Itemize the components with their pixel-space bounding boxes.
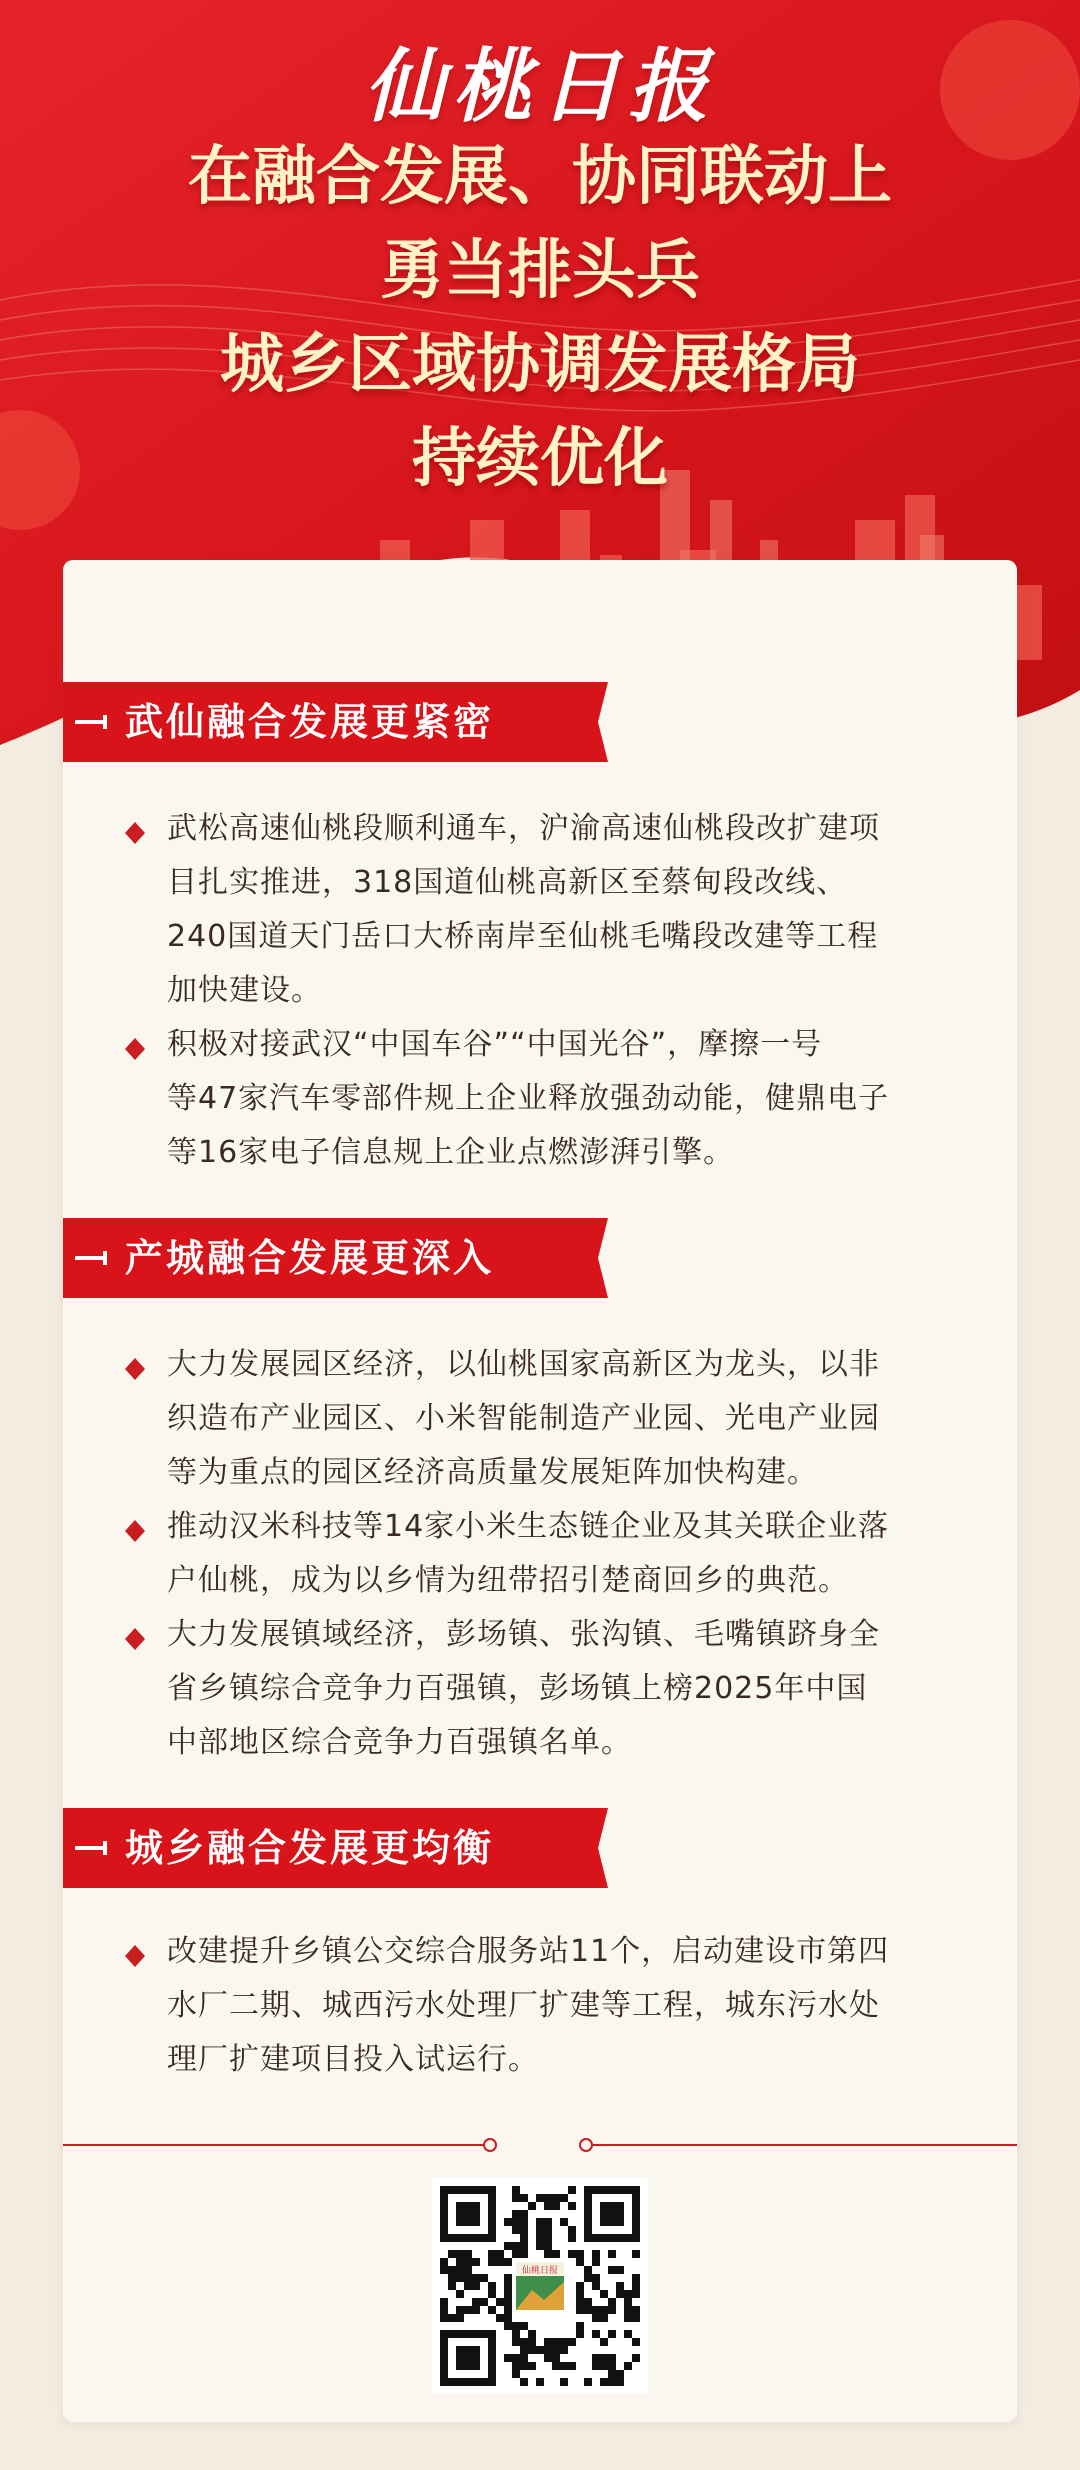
headline-line-3: 城乡区域协调发展格局 [220,328,860,402]
diamond-icon [125,1358,145,1380]
diamond-icon [125,1945,145,1967]
headline [0,130,1080,506]
newspaper-masthead: 仙桃日报 [364,39,716,133]
qr-code[interactable] [432,2178,648,2394]
headline-line-4: 持续优化 [412,422,668,496]
diamond-icon [125,1038,145,1060]
diamond-icon [125,1628,145,1650]
section-header-1 [63,682,623,762]
divider [63,2135,1017,2155]
section-title: 城乡融合发展更均衡 [125,1826,495,1870]
section-title: 武仙融合发展更紧密 [125,700,495,744]
headline-line-2: 勇当排头兵 [380,234,700,308]
list-item-text: 武松高速仙桃段顺利通车，沪渝高速仙桃段改扩建项 目扎实推进，318国道仙桃高新区至蔡甸段改线、 240国道天门岳口大桥南岸至仙桃毛嘴段改建等工程 加快建设。 [167,811,880,1008]
list-item-text: 改建提升乡镇公交综合服务站11个，启动建设市第四 水厂二期、城西污水处理厂扩建等工程，城东污水处 理厂扩建项目投入试运行。 [167,1934,890,2077]
section-title: 产城融合发展更深入 [125,1236,495,1280]
list-item-text: 积极对接武汉“中国车谷”“中国光谷”，摩擦一号 等47家汽车零部件规上企业释放强劲动能，健鼎电子 等16家电子信息规上企业点燃澎湃引擎。 [167,1027,890,1170]
section-header-2 [63,1218,623,1298]
list-item-text: 推动汉米科技等14家小米生态链企业及其关联企业落 户仙桃，成为以乡情为纽带招引楚商回乡的典范。 [167,1509,890,1598]
qr-logo-text: 仙桃日报 [521,2266,559,2276]
list-item-text: 大力发展园区经济，以仙桃国家高新区为龙头，以非 织造布产业园区、小米智能制造产业园、光电产业园 等为重点的园区经济高质量发展矩阵加快构建。 [167,1347,880,1490]
section-header-3 [63,1808,623,1888]
diamond-icon [125,822,145,844]
headline-line-1: 在融合发展、协同联动上 [188,140,892,214]
diamond-icon [125,1520,145,1542]
list-item-text: 大力发展镇域经济，彭场镇、张沟镇、毛嘴镇跻身全 省乡镇综合竞争力百强镇，彭场镇上榜2025年中国 中部地区综合竞争力百强镇名单。 [167,1617,880,1760]
